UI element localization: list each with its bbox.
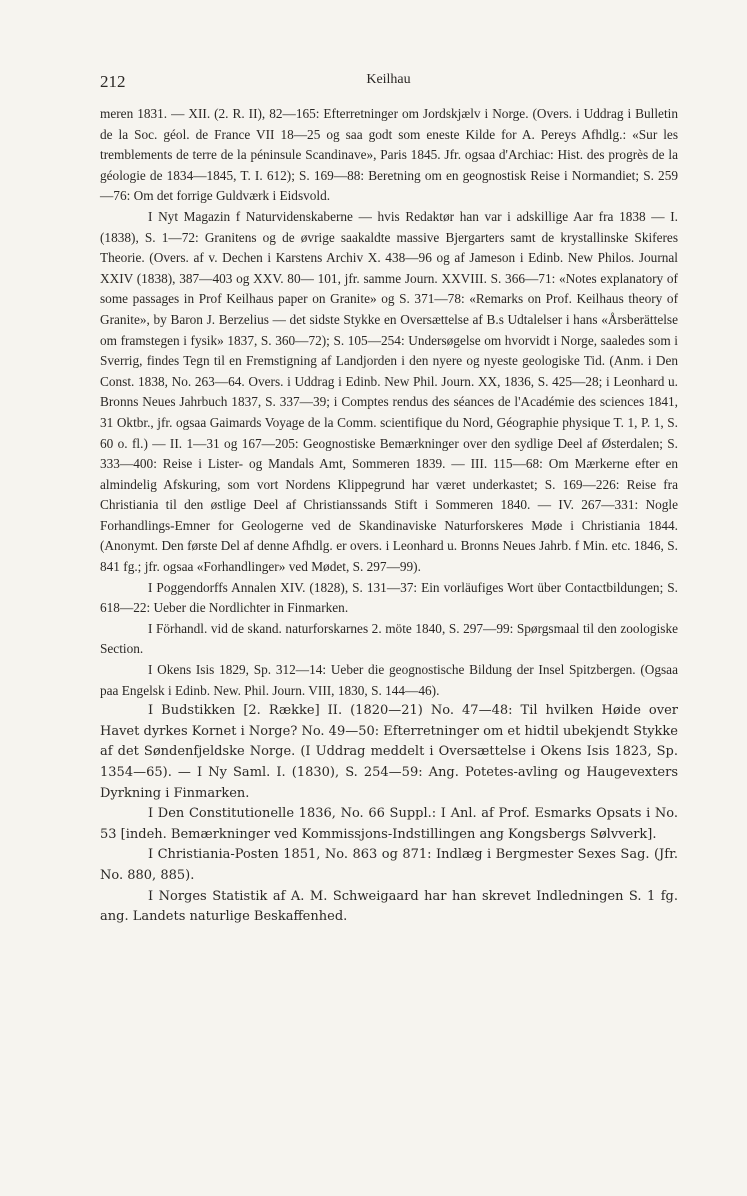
paragraph: I Poggendorffs Annalen XIV. (1828), S. 131—37: Ein vorläufiges Wort über Contactbildungen; S. 618—22: Ueber die Nordlichter in Finmarken. (100, 579, 678, 616)
running-title: Keilhau (366, 72, 411, 87)
body-text (100, 104, 678, 928)
page-number: 212 (100, 72, 126, 91)
paragraph: I Okens Isis 1829, Sp. 312—14: Ueber die geognostische Bildung der Insel Spitzbergen. (Ogsaa paa Engelsk i Edinb. New. Phil. Journ. VIII, 1830, S. 144—46). (100, 662, 678, 698)
paragraph: meren 1831. — XII. (2. R. II), 82—165: Efterretninger om Jordskjælv i Norge. (Overs. i Uddrag i Bulletin de la Soc. géol. de France VII 18—25 og saa godt som eneste Kilde for A. Pereys Afhdlg.: «Sur les tremblements de terre de la péninsule Scandinave», Paris 1845. Jfr. ogsaa d'Archiac: Hist. des progrès de la géologie de 1834—1845, T. I. 612); S. 169—88: Beretning om en geognostisk Reise i Normandiet; S. 259—76: Om det forrige Guldværk i Eidsvold. (100, 106, 678, 204)
running-head (100, 72, 677, 96)
paragraph: I Förhandl. vid de skand. naturforskarnes 2. möte 1840, S. 297—99: Spørgsmaal til den zoologiske Section. (100, 620, 678, 657)
paragraph: I Christiania-Posten 1851, No. 863 og 871: Indlæg i Bergmester Sexes Sag. (Jfr. No. 880, 885). (100, 847, 678, 883)
paragraph: I Norges Statistik af A. M. Schweigaard har han skrevet Indledningen S. 1 fg. ang. Landets naturlige Beskaffenhed. (100, 888, 678, 925)
paragraph: I Nyt Magazin f Naturvidenskaberne — hvis Redaktør han var i adskillige Aar fra 1838 — I. (1838), S. 1—72: Granitens og de øvrige saakaldte massive Bjergarters samt de krystallinske Skiferes Theorie. (Overs. af v. Dechen i Karstens Archiv X. 438—96 og af Jameson i Edinb. New Philos. Journal XXIV (1838), 387—403 og XXV. 80— 101, jfr. samme Journ. XXVIII. S. 366—71: «Notes explanatory of some passages in Prof Keilhaus paper on Granite» og S. 371—78: «Remarks on Prof. Keilhaus theory of Granite», by Baron J. Berzelius — det sidste Stykke en Oversættelse af B.s Udtalelser i hans «Årsberättelse om framstegen i fysik» 1837, S. 360—72); S. 105—254: Undersøgelse om hvorvidt i Norge, saaledes som i Sverrig, findes Tegn til en Fremstigning af Landjorden i den nyere og nyeste geologiske Tid. (Anm. i Den Const. 1838, No. 263—64. Overs. i Uddrag i Edinb. New Phil. Journ. XX, 1836, S. 425—28; i Leonhard u. Bronns Neues Jahrbuch 1837, S. 337—39; i Comptes rendus des séances de l'Académie des sciences 1841, 31 Oktbr., jfr. ogsaa Gaimards Voyage de la Comm. scientifique du Nord, Géographie physique T. 1, P. 1, S. 60 o. fl.) — II. 1—31 og 167—205: Geognostiske Bemærkninger over den sydlige Deel af Østerdalen; S. 333—400: Reise i Lister- og Mandals Amt, Sommeren 1839. — III. 115—68: Om Mærkerne efter en almindelig Afskuring, som vort Nordens Klippegrund har været underkastet; S. 169—226: Reise fra Christiania til den østlige Deel af Christianssands Stift i Sommeren 1840. — IV. 267—331: Nogle Forhandlings-Emner for Geologerne ved de Skandinaviske Naturforskeres Møde i Christiania 1844. (Anonymt. Den første Del af denne Afhdlg. er overs. i Leonhard u. Bronns Neues Jahrb. f Min. etc. 1846, S. 841 fg.; jfr. ogsaa «Forhandlinger» ved Mødet, S. 297—99). (100, 208, 678, 575)
paragraph: I Den Constitutionelle 1836, No. 66 Suppl.: I Anl. af Prof. Esmarks Opsats i No. 53 [indeh. Bemærkninger ved Kommissjons-Indstillingen ang Kongsbergs Sølvverk]. (100, 806, 678, 842)
paragraph: I Budstikken [2. Række] II. (1820—21) No. 47—48: Til hvilken Høide over Havet dyrkes Kornet i Norge? No. 49—50: Efterretninger om et hidtil ubekjendt Stykke af det Søndenfjeldske Norge. (I Uddrag meddelt i Oversættelse i Okens Isis 1823, Sp. 1354—65). — I Ny Saml. I. (1830), S. 254—59: Ang. Potetes-avling og Haugevexters Dyrkning i Finmarken. (100, 703, 678, 801)
